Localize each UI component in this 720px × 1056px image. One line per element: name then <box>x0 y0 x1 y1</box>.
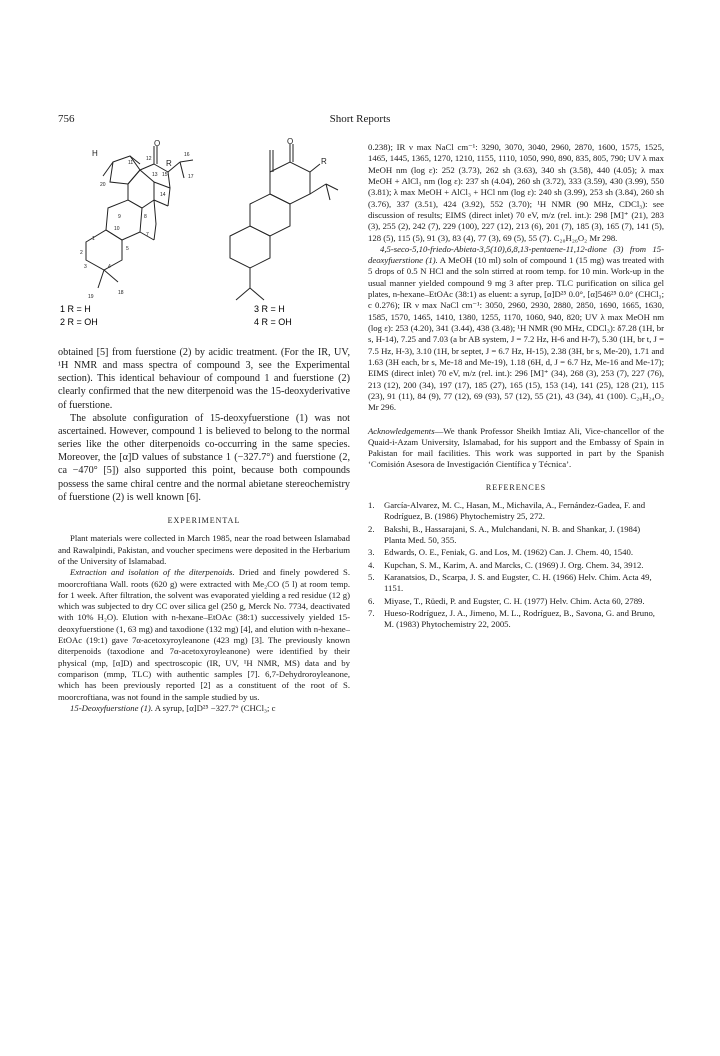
reference-list <box>368 500 664 630</box>
atom-number-4: 4 <box>108 264 111 270</box>
atom-R-2: R <box>321 157 327 166</box>
label-compound-4: 4 R = OH <box>254 317 292 327</box>
left-column <box>58 346 350 714</box>
references-heading: REFERENCES <box>485 482 547 492</box>
reference-number: 6. <box>368 595 375 606</box>
atom-number-11: 11 <box>128 160 134 166</box>
spectra-paragraph: 0.238); IR ν max NaCl cm⁻¹: 3290, 3070, 3040, 2960, 2870, 1600, 1575, 1525, 1465, 1445, 1365, 1270, 1210, 1155, 1110, 1050, 990, 890, 835, 805, 790; UV λ max MeOH nm (log ε): 252 (3.73), 262 sh (3.63), 340 sh (3.58), 440 (4.05); λ max MeOH + AlCl₃ nm (log ε): 237 sh (4.04), 260 sh (3.72), 333 (3.59), 430 (3.99), 550 (3.81); λ max MeOH + AlCl₃ + HCl nm (log ε): 240 sh (3.99), 253 sh (3.84), 260 sh (3.76), 337 (3.51), 424 (3.92), 552 (3.70); ¹H NMR (90 MHz, CDCl₃): see discussion of results; EIMS (direct inlet) 70 eV, m/z (rel. int.): 298 [M]⁺ (21), 283 (3), 255 (2), 242 (7), 229 (100), 227 (12), 213 (6), 201 (7), 185 (3), 165 (7), 141 (5), 128 (5), 115 (5), 91 (3), 83 (4), 77 (3), 69 (5), 55 (7). C₂₀H₂₆O₂ Mr 298. <box>368 142 664 243</box>
acknowledgements-paragraph <box>368 426 664 471</box>
seco-body: A MeOH (10 ml) soln of compound 1 (15 mg) was treated with 5 drops of 0.5 N HCl and the soln stirred at room temp. for 10 min. Work-up in the usual manner yielded compound 9 mg 3 after prep. TLC purification on silica gel plates, n-hexane–EtOAc (38:1) as eluent: a syrup, [α]D²⁵ 0.0°, [α]546²⁵ 0.0° (CHCl₃; c 0.276); IR ν max NaCl cm⁻¹: 3050, 2960, 2930, 2880, 2850, 1690, 1665, 1630, 1585, 1570, 1465, 1410, 1380, 1255, 1170, 1060, 940, 820; UV λ max MeOH nm (log ε): 253 (4.20), 341 (3.44), 438 (3.48); ¹H NMR (90 MHz, CDCl₃): δ7.28 (1H, br s, H-14), 7.25 and 7.03 (a br AB system, J = 7.2 Hz, H-6 and H-7), 5.30 (1H, br t, J = 7.5 Hz, H-3), 3.10 (1H, br septet, J = 6.7 Hz, H-15), 2.38 (3H, br s, Me-20), 1.71 and 1.63 (3H each, br s, Me-18 and Me-19), 1.18 (6H, d, J = 6.7 Hz, Me-16 and Me-17); EIMS (direct inlet) 70 eV, m/z (rel. int.): 296 [M]⁺ (34), 268 (3), 253 (7), 227 (76), 213 (12), 200 (34), 197 (17), 185 (27), 165 (15), 153 (14), 141 (25), 128 (21), 115 (23), 91 (11), 84 (9), 77 (12), 69 (93), 57 (12), 55 (21), 43 (34), 41 (100). C₂₀H₂₄O₂ Mr 296. <box>368 255 664 413</box>
page-number: 756 <box>58 113 75 125</box>
label-compound-1: 1 R = H <box>60 304 91 314</box>
atom-number-1: 1 <box>92 236 95 242</box>
intro-paragraph: obtained [5] from fuerstione (2) by acidic treatment. (For the IR, UV, ¹H NMR and mass spectra of compound 3, see the Experimental section). This identical behaviour of compound 1 and fuerstione (2) clearly confirmed that the new diterpenoid was the 15-deoxyderivative of fuerstione. <box>58 347 350 411</box>
atom-O-1: O <box>154 139 161 148</box>
plant-material-paragraph: Plant materials were collected in March 1985, near the road between Islamabad and Rawalpindi, Pakistan, and voucher specimens were deposited in the Herbarium of the University of Islamabad. <box>58 533 350 566</box>
reference-number: 4. <box>368 559 375 570</box>
atom-number-3: 3 <box>84 264 87 270</box>
structure-drawing <box>58 137 350 337</box>
reference-item <box>368 524 664 547</box>
atom-number-14: 14 <box>160 192 166 198</box>
extraction-paragraph <box>58 567 350 703</box>
right-column <box>368 142 664 632</box>
reference-item <box>368 547 664 558</box>
extraction-body: Dried and finely powdered S. moorcroftiana Wall. roots (620 g) were extracted with Me₂CO (5 l) at room temp. for 1 week. After filtration, the solvent was evaporated yielding a red residue (12 g) which was subjected to dry CC over silica gel (250 g, Merck No. 7734, deactivated with 10% H₂O). Elution with n-hexane–EtOAc (38:1) successively yielded 15-deoxyfuerstione (1, 63 mg) and taxodione (132 mg) [4], and elution with n-hexane–EtOAc (19:1) gave 7α-acetoxyroyleanone (423 mg) [3]. The previously known diterpenoids (taxodione and 7α-acetoxyroyleanone) were identified by their physical (mp, [α]D) and spectroscopic (IR, UV, ¹H NMR, MS) data and by comparison (mmp, TLC) with authentic samples [7]. 6,7-Dehydroroyleanone, which has been previously reported [2] as a constituent of the root of S. moorcroftiana, was not found in the sample studied by us. <box>58 567 350 702</box>
atom-number-5: 5 <box>126 246 129 252</box>
atom-number-19: 19 <box>88 294 94 300</box>
reference-item <box>368 560 664 571</box>
reference-number: 2. <box>368 523 375 534</box>
atom-number-10: 10 <box>114 226 120 232</box>
reference-text: Kupchan, S. M., Karim, A. and Marcks, C. (1969) J. Org. Chem. 34, 3912. <box>384 559 644 570</box>
reference-item <box>368 596 664 607</box>
reference-number: 3. <box>368 547 375 558</box>
atom-number-2: 2 <box>80 250 83 256</box>
atom-number-18: 18 <box>118 290 124 296</box>
atom-number-16: 16 <box>184 152 190 158</box>
atom-number-15: 15 <box>162 172 168 178</box>
running-head: Short Reports <box>329 113 391 125</box>
ack-body: —We thank Professor Sheikh Imtiaz Ali, Vice-chancellor of the Quaid-i-Azam University, Islamabad, for his support and the Embassy of Spain in Pakistan for mail facilities. This work was supported in part by the Spanish ‘Comisión Asesora de Investigación Científica y Técnica’. <box>368 425 664 470</box>
experimental-heading: EXPERIMENTAL <box>167 515 241 525</box>
atom-number-13: 13 <box>152 172 158 178</box>
reference-number: 5. <box>368 572 375 583</box>
atom-H: H <box>92 149 98 158</box>
atom-O-2: O <box>287 137 294 146</box>
extraction-title: Extraction and isolation of the diterpenoids. <box>70 567 235 578</box>
deoxy-body: A syrup, [α]D²⁵ −327.7° (CHCl₃; c <box>153 702 276 713</box>
configuration-paragraph: The absolute configuration of 15-deoxyfuerstione (1) was not ascertained. However, compound 1 is believed to belong to the normal series like the other diterpenoids co-occurring in the same species. Moreover, the [α]D values of substance 1 (−327.7°) and fuerstione (2, ca −470° [5]) also supported this point, because both compounds possess the same chiral centre and the normal abietane stereochemistry of fuerstione (2) is well known [6]. <box>58 412 350 503</box>
reference-number: 7. <box>368 607 375 618</box>
seco-paragraph <box>368 244 664 414</box>
deoxy-paragraph <box>58 703 350 714</box>
atom-number-9: 9 <box>118 214 121 220</box>
reference-text: Hueso-Rodríguez, J. A., Jimeno, M. L., Rodríguez, B., Savona, G. and Bruno, M. (1983) Phytochemistry 22, 2005. <box>384 607 655 630</box>
reference-item <box>368 608 664 631</box>
reference-item <box>368 572 664 595</box>
atom-number-8: 8 <box>144 214 147 220</box>
atom-R-1: R <box>166 159 172 168</box>
reference-text: Edwards, O. E., Feniak, G. and Los, M. (1962) Can. J. Chem. 40, 1540. <box>384 547 634 558</box>
reference-item <box>368 500 664 523</box>
seco-title: 4,5-seco-5,10-friedo-Abieta-3,5(10),6,8,13-pentaene-11,12-dione (3) from 15-deoxyfuerstione (1). <box>368 243 664 266</box>
ack-title: Acknowledgements <box>368 425 435 436</box>
reference-text: Bakshi, B., Hassarajani, S. A., Mulchandani, N. B. and Shankar, J. (1984) Planta Med. 50, 355. <box>384 523 641 546</box>
reference-number: 1. <box>368 500 375 511</box>
atom-number-12: 12 <box>146 156 152 162</box>
atom-number-20: 20 <box>100 182 106 188</box>
atom-number-7: 7 <box>146 232 149 238</box>
reference-text: Karanatsios, D., Scarpa, J. S. and Eugster, C. H. (1966) Helv. Chim. Acta 49, 1151. <box>384 572 652 594</box>
atom-number-17: 17 <box>188 174 194 180</box>
deoxy-title: 15-Deoxyfuerstione (1). <box>70 702 153 713</box>
reference-text: Miyase, T., Rüedi, P. and Eugster, C. H. (1977) Helv. Chim. Acta 60, 2789. <box>384 595 645 606</box>
reference-text: García-Alvarez, M. C., Hasan, M., Michavila, A., Fernández-Gadea, F. and Rodríguez, B. (1986) Phytochemistry 25, 272. <box>384 500 646 522</box>
structure-figure <box>58 137 350 337</box>
label-compound-2: 2 R = OH <box>60 317 98 327</box>
label-compound-3: 3 R = H <box>254 304 285 314</box>
